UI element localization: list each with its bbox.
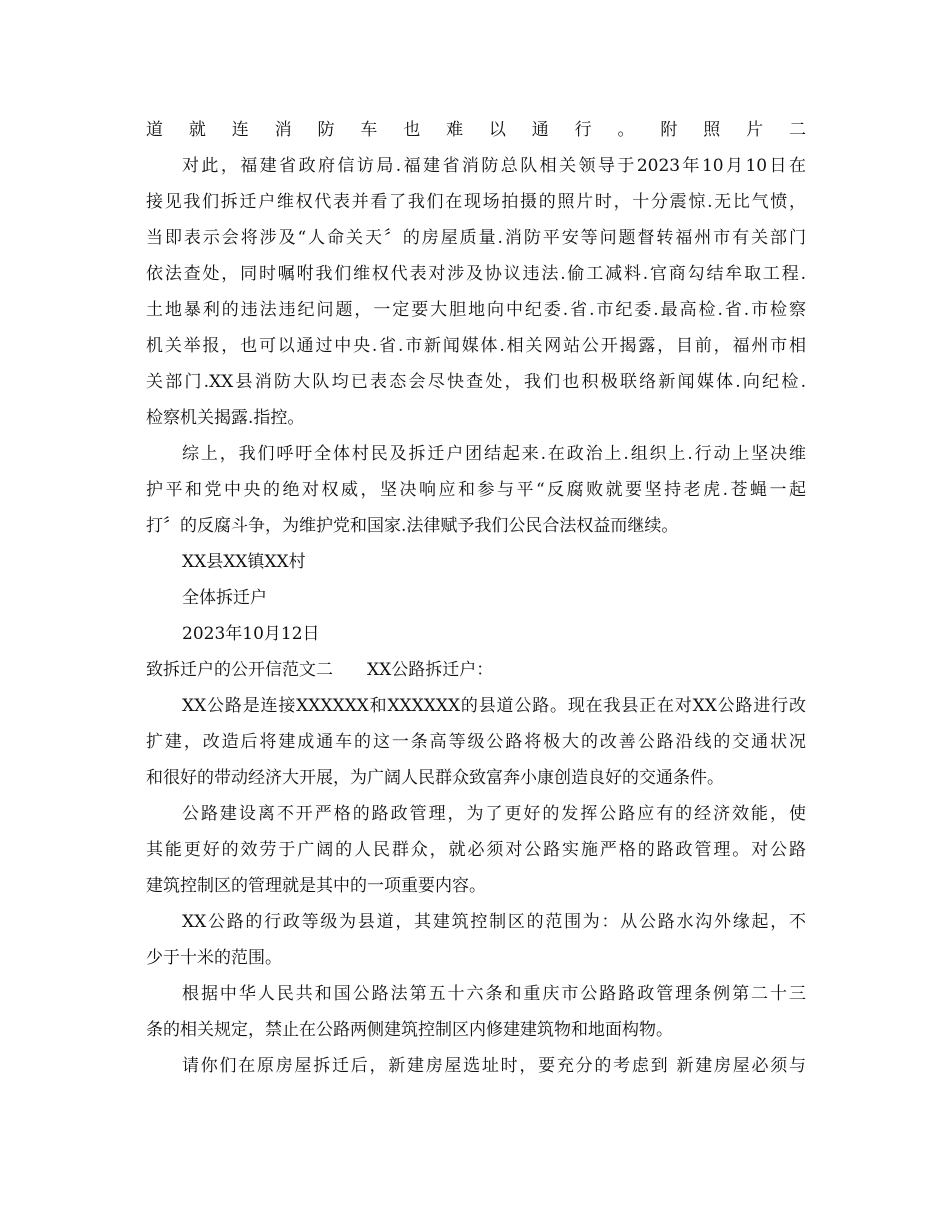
text-line: 护平和党中央的绝对权威，坚决响应和参与平“反腐败就要坚持老虎.苍蝇一起 xyxy=(146,480,806,500)
text-line: 条的相关规定，禁止在公路两侧建筑控制区内修建建筑物和地面构物。 xyxy=(146,1020,673,1040)
text-line: 关部门.XX县消防大队均已表态会尽快查处，我们也积极联络新闻媒体.向纪检. xyxy=(146,372,806,392)
text-line: 接见我们拆迁户维权代表并看了我们在现场拍摄的照片时，十分震惊.无比气愤， xyxy=(146,192,806,212)
signature-residents: 全体拆迁户 xyxy=(182,588,267,608)
text-line: XX公路是连接XXXXXX和XXXXXX的县道公路。现在我县正在对XX公路进行改 xyxy=(182,696,806,716)
text-line: 机关举报，也可以通过中央.省.市新闻媒体.相关网站公开揭露，目前，福州市相 xyxy=(146,336,806,356)
text-line: 其能更好的效劳于广阔的人民群众，就必须对公路实施严格的路政管理。对公路 xyxy=(146,840,806,860)
text-line: 依法查处，同时嘱咐我们维权代表对涉及协议违法.偷工减料.官商勾结牟取工程. xyxy=(146,264,806,284)
text-line: 请你们在原房屋拆迁后，新建房屋选址时，要充分的考虑到 新建房屋必须与 xyxy=(182,1056,806,1076)
text-line: 根据中华人民共和国公路法第五十六条和重庆市公路路政管理条例第二十三 xyxy=(182,984,806,1004)
text-line: 打〞的反腐斗争，为维护党和国家.法律赋予我们公民合法权益而继续。 xyxy=(146,516,679,536)
text-line: 综上，我们呼吁全体村民及拆迁户团结起来.在政治上.组织上.行动上坚决维 xyxy=(182,444,806,464)
text-line: 当即表示会将涉及“人命关天〞的房屋质量.消防平安等问题督转福州市有关部门 xyxy=(146,228,806,248)
text-line: 和很好的带动经济大开展，为广阔人民群众致富奔小康创造良好的交通条件。 xyxy=(146,768,724,788)
signature-date: 2023年10月12日 xyxy=(182,624,320,644)
text-line: 道就连消防车也难以通行。附照片二 xyxy=(146,120,806,140)
text-line: 少于十米的范围。 xyxy=(146,948,282,968)
text-line: 对此，福建省政府信访局.福建省消防总队相关领导于2023年10月10日在 xyxy=(182,156,806,176)
text-line: 检察机关揭露.指控。 xyxy=(146,408,305,428)
text-line: 土地暴利的违法违纪问题，一定要大胆地向中纪委.省.市纪委.最高检.省.市检察 xyxy=(146,300,806,320)
section-heading: 致拆迁户的公开信范文二 XX公路拆迁户： xyxy=(146,660,494,680)
text-line: 建筑控制区的管理就是其中的一项重要内容。 xyxy=(146,876,486,896)
text-line: XX公路的行政等级为县道，其建筑控制区的范围为：从公路水沟外缘起，不 xyxy=(182,912,806,932)
text-line: 公路建设离不开严格的路政管理，为了更好的发挥公路应有的经济效能，使 xyxy=(182,804,806,824)
signature-village: XX县XX镇XX村 xyxy=(182,552,306,572)
text-line: 扩建，改造后将建成通车的这一条高等级公路将极大的改善公路沿线的交通状况 xyxy=(146,732,806,752)
